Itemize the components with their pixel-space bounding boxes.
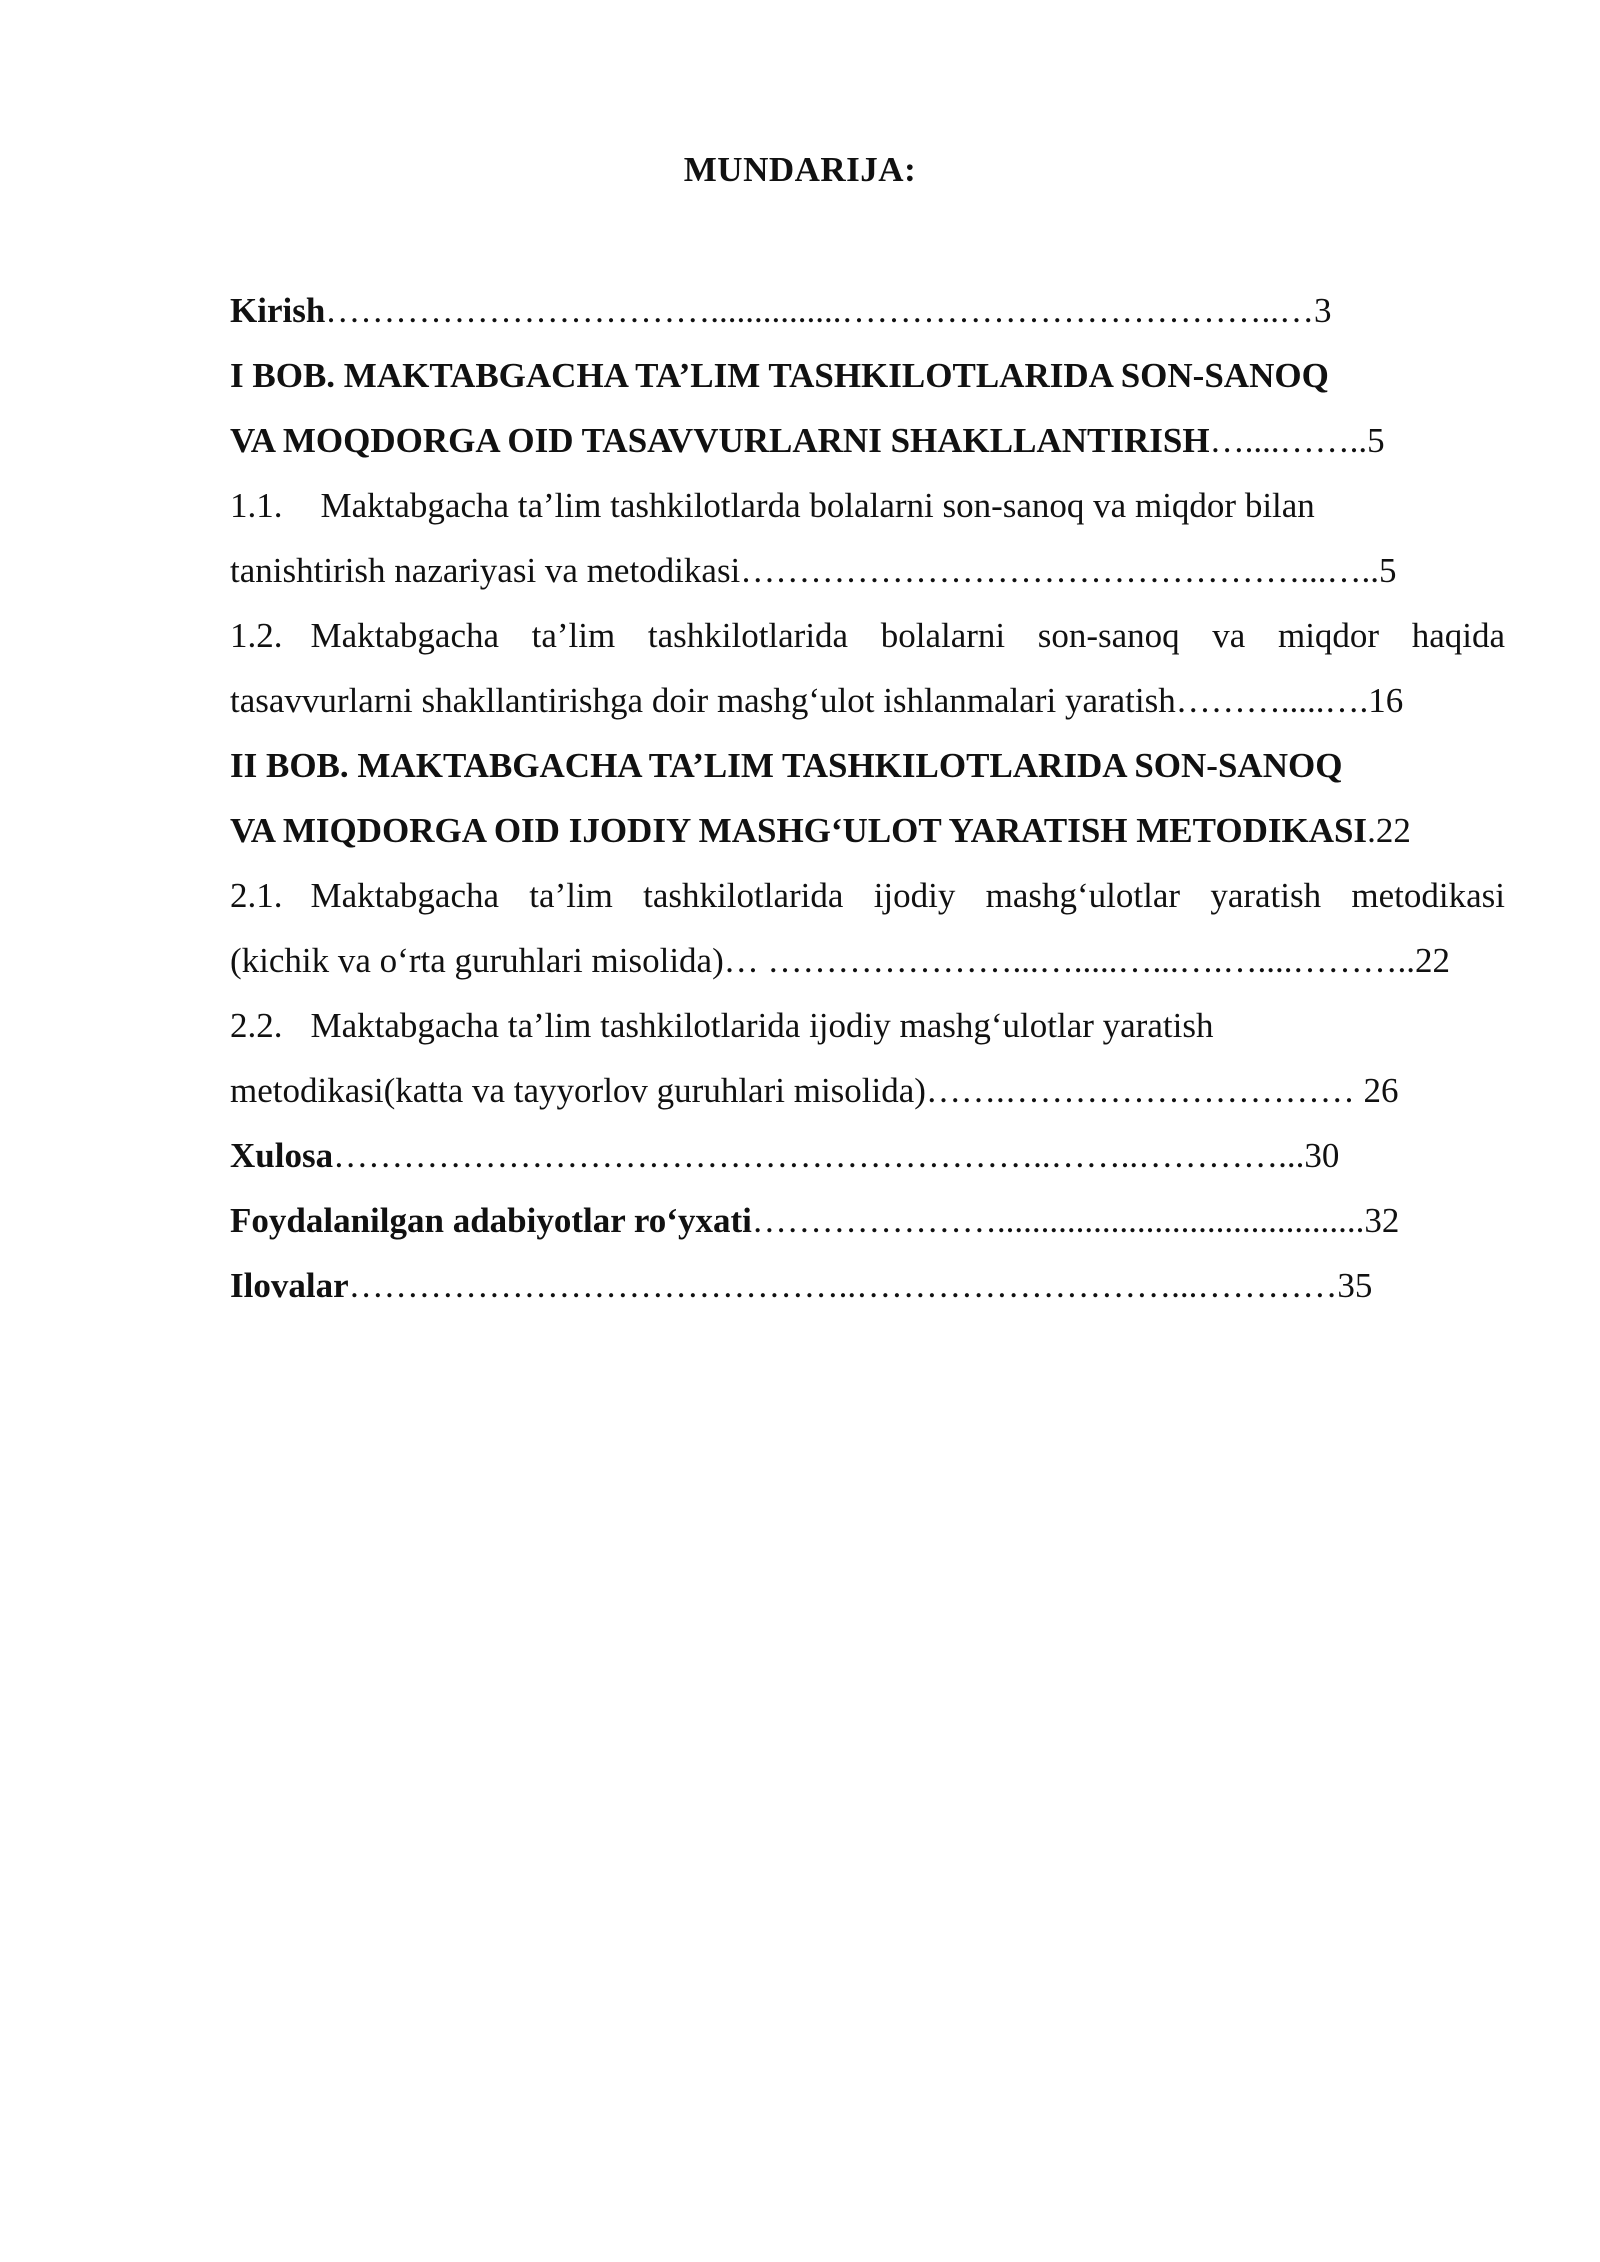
toc-dots: ……………………………...............………………………………..… bbox=[325, 291, 1315, 330]
toc-section-2-2-line1 bbox=[230, 993, 1505, 1058]
toc-label: Maktabgacha ta’lim tashkilotlarida ijodiy mashg‘ulotlar yaratish bbox=[310, 1006, 1214, 1045]
toc-page-number: 32 bbox=[1364, 1201, 1400, 1240]
toc-dots: ………………….......................................... bbox=[751, 1201, 1365, 1240]
toc-label: Kirish bbox=[230, 291, 326, 330]
toc-label: Maktabgacha ta’lim tashkilotlarida ijodiy mashg‘ulotlar yaratish metodikasi bbox=[310, 876, 1505, 915]
toc-label: Maktabgacha ta’lim tashkilotlarida bolalarni son-sanoq va miqdor haqida bbox=[310, 616, 1505, 655]
toc-page-number: 16 bbox=[1368, 681, 1404, 720]
toc-label: Maktabgacha ta’lim tashkilotlarda bolalarni son-sanoq va miqdor bilan bbox=[320, 486, 1315, 525]
toc-dots: … …………………...….....…...….…....……….. bbox=[723, 941, 1415, 980]
toc-dots: . bbox=[1367, 811, 1376, 850]
toc-chapter-2-title-line1: II BOB. MAKTABGACHA TA’LIM TASHKILOTLARIDA SON-SANOQ bbox=[230, 746, 1343, 785]
toc-chapter-1-title-line1: I BOB. MAKTABGACHA TA’LIM TASHKILOTLARIDA SON-SANOQ bbox=[230, 356, 1329, 395]
toc-label: metodikasi(katta va tayyorlov guruhlari misolida) bbox=[230, 1071, 926, 1110]
toc-section-1-2-line1 bbox=[230, 603, 1505, 668]
toc-label: Foydalanilgan adabiyotlar ro‘yxati bbox=[230, 1201, 752, 1240]
toc-dots: …….………………………… bbox=[925, 1071, 1364, 1110]
toc-section-number: 1.1. bbox=[230, 486, 283, 525]
toc-section-1-2-line2 bbox=[230, 668, 1505, 733]
toc-dots: ……………………………………………………..……..…………... bbox=[333, 1136, 1305, 1175]
toc-entry-adabiyotlar bbox=[230, 1188, 1505, 1253]
toc-page-number: 5 bbox=[1379, 551, 1397, 590]
toc-section-2-2-line2 bbox=[230, 1058, 1505, 1123]
toc-page-number: 30 bbox=[1304, 1136, 1340, 1175]
toc-dots: …………………………………………...….. bbox=[740, 551, 1380, 590]
toc-section-number: 1.2. bbox=[230, 616, 283, 655]
toc-section-number: 2.2. bbox=[230, 1006, 283, 1045]
toc-entry-kirish bbox=[230, 278, 1505, 343]
toc-section-2-1-line1 bbox=[230, 863, 1505, 928]
toc-label: tasavvurlarni shakllantirishga doir mashg‘ulot ishlanmalari yaratish bbox=[230, 681, 1176, 720]
toc-chapter-1-title-line2 bbox=[230, 408, 1505, 473]
toc-page-number: 22 bbox=[1415, 941, 1450, 980]
toc-page-number: 35 bbox=[1337, 1266, 1373, 1305]
toc-section-1-1-line2 bbox=[230, 538, 1505, 603]
toc-dots: ……….....…. bbox=[1175, 681, 1369, 720]
toc-page-number: 26 bbox=[1363, 1071, 1399, 1110]
toc-dots: …....…….. bbox=[1209, 421, 1368, 460]
toc-section-number: 2.1. bbox=[230, 876, 283, 915]
page-title: MUNDARIJA: bbox=[683, 150, 917, 189]
toc-dots: ……………………………………..………………………...………… bbox=[348, 1266, 1338, 1305]
toc-label: tanishtirish nazariyasi va metodikasi bbox=[230, 551, 741, 590]
toc-label: VA MIQDORGA OID IJODIY MASHG‘ULOT YARATISH METODIKASI bbox=[230, 811, 1368, 850]
table-of-contents bbox=[230, 278, 1505, 1318]
toc-section-2-1-line2 bbox=[230, 928, 1505, 993]
toc-entry-ilovalar bbox=[230, 1253, 1505, 1318]
toc-section-1-1-line1 bbox=[230, 473, 1505, 538]
toc-page-number: 5 bbox=[1367, 421, 1385, 460]
toc-page-number: 22 bbox=[1375, 811, 1411, 850]
toc-label: Xulosa bbox=[230, 1136, 334, 1175]
toc-label: Ilovalar bbox=[230, 1266, 349, 1305]
toc-chapter-2-title-line2 bbox=[230, 798, 1505, 863]
toc-label: VA MOQDORGA OID TASAVVURLARNI SHAKLLANTIRISH bbox=[230, 421, 1210, 460]
toc-entry-xulosa bbox=[230, 1123, 1505, 1188]
toc-label: (kichik va o‘rta guruhlari misolida) bbox=[230, 941, 724, 980]
toc-page-number: 3 bbox=[1314, 291, 1332, 330]
